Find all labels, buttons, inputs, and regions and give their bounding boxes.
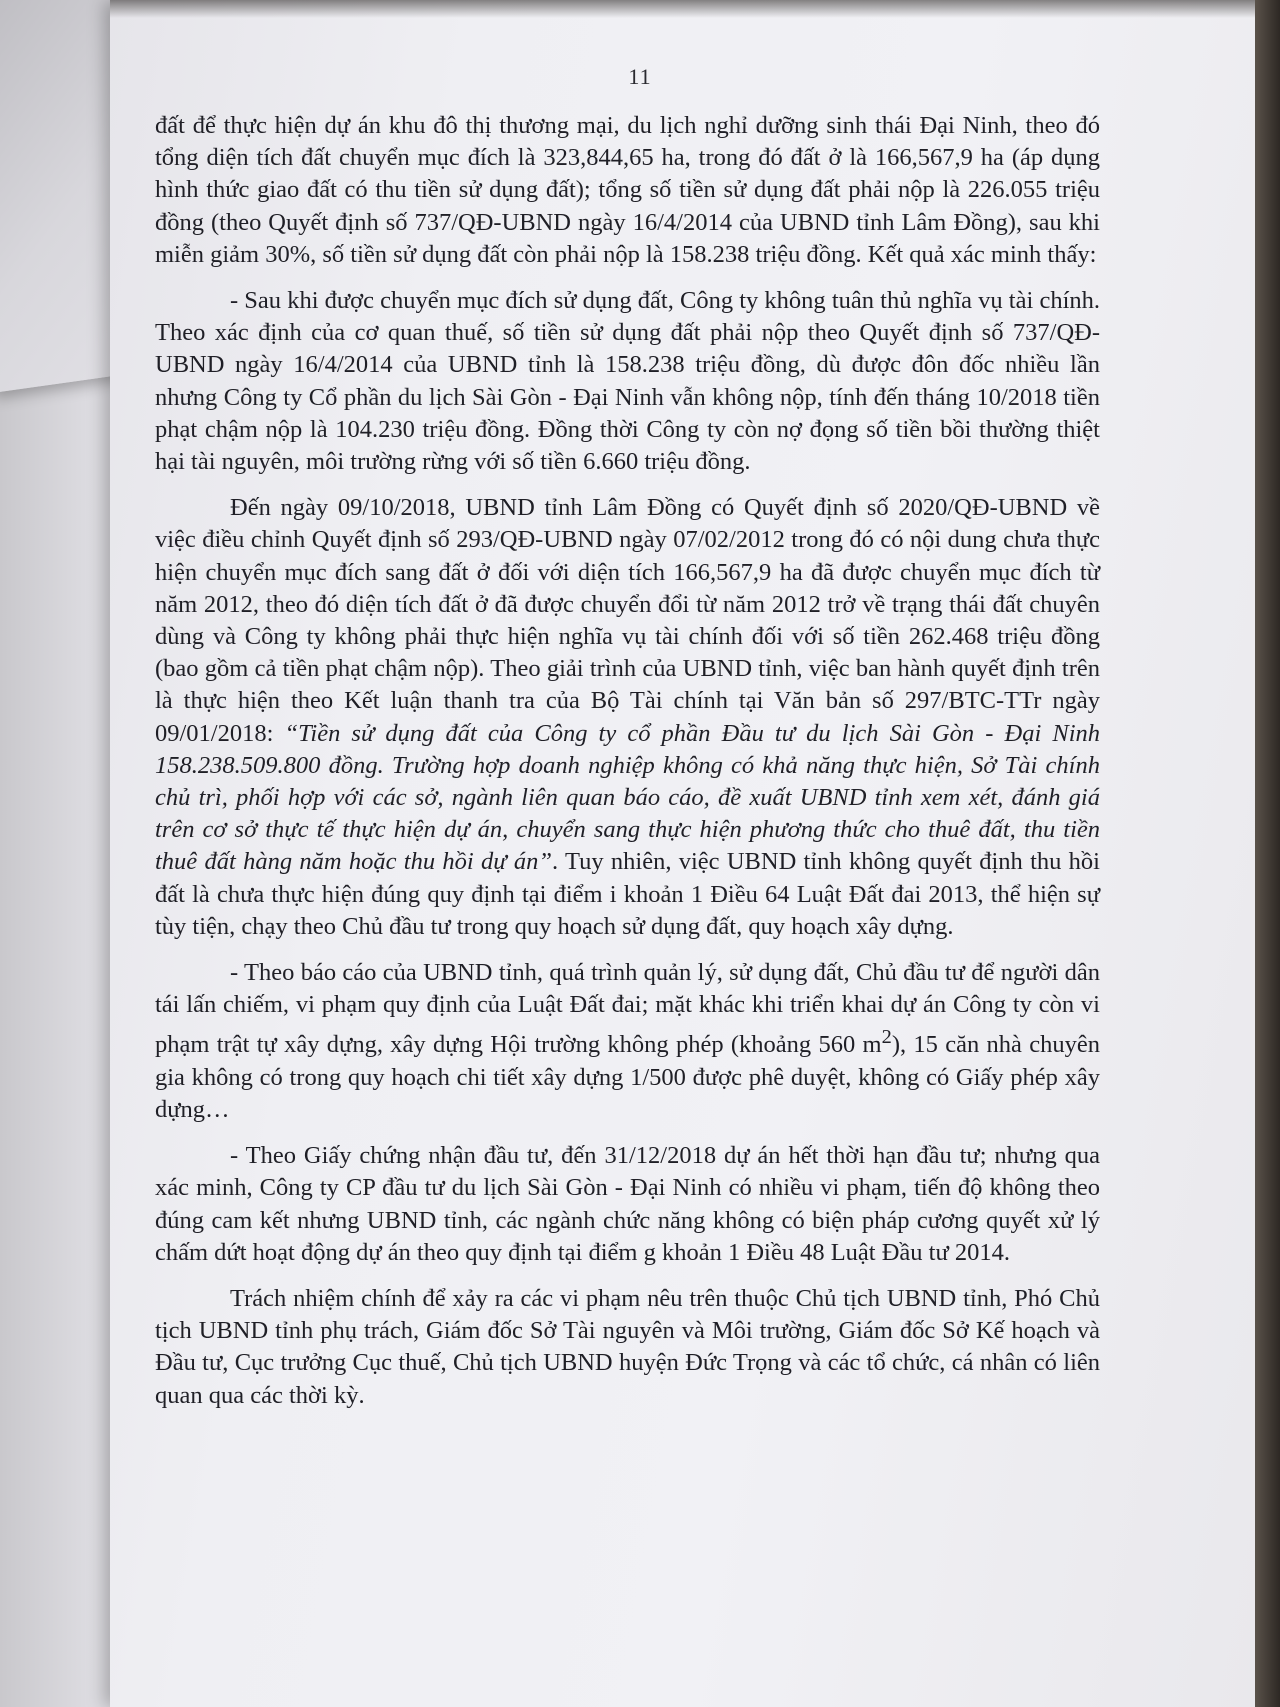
decision-conclusion: . Tuy nhiên, việc UBND tỉnh không quyết định thu hồi đất là chưa thực hiện đúng quy định tại điểm i khoản 1 Điều 64 Luật Đất đai 2013, thể hiện sự tùy tiện, chạy theo Chủ đầu tư trong quy hoạch sử dụng đất, quy hoạch xây dựng. (155, 848, 1100, 940)
violations-text: - Theo báo cáo của UBND tỉnh, quá trình quản lý, sử dụng đất, Chủ đầu tư để người dân tái lấn chiếm, vi phạm quy định của Luật Đất đai; mặt khác khi triển khai dự án Công ty còn vi phạm trật tự xây dựng, xây dựng Hội trường không phép (khoảng 560 m (155, 959, 1100, 1059)
page-number: 11 (628, 64, 652, 89)
document-body (155, 110, 1100, 1426)
paragraph-construction-violations (155, 957, 1100, 1126)
inspection-quote: “Tiền sử dụng đất của Công ty cổ phần Đầu tư du lịch Sài Gòn - Đại Ninh 158.238.509.800 đồng. Trường hợp doanh nghiệp không có khả năng thực hiện, Sở Tài chính chủ trì, phối hợp với các sở, ngành liên quan báo cáo, đề xuất UBND tỉnh xem xét, đánh giá trên cơ sở thực tế thực hiện dự án, chuyển sang thực hiện phương thức cho thuê đất, thu tiền thuê đất hàng năm hoặc thu hồi dự án” (155, 719, 1100, 876)
paragraph-decision-2020 (155, 492, 1100, 943)
page-top-shadow (110, 0, 1265, 18)
paragraph-financial-obligation: - Sau khi được chuyển mục đích sử dụng đất, Công ty không tuân thủ nghĩa vụ tài chính. Theo xác định của cơ quan thuế, số tiền sử dụng đất phải nộp theo Quyết định số 737/QĐ-UBND ngày 16/4/2014 của UBND tỉnh là 158.238 triệu đồng, dù được đôn đốc nhiều lần nhưng Công ty Cổ phần du lịch Sài Gòn - Đại Ninh vẫn không nộp, tính đến tháng 10/2018 tiền phạt chậm nộp là 104.230 triệu đồng. Đồng thời Công ty còn nợ đọng số tiền bồi thường thiệt hại tài nguyên, môi trường rừng với số tiền 6.660 triệu đồng. (155, 287, 1100, 476)
paragraph-responsibility: Trách nhiệm chính để xảy ra các vi phạm nêu trên thuộc Chủ tịch UBND tỉnh, Phó Chủ tịch UBND tỉnh phụ trách, Giám đốc Sở Tài nguyên và Môi trường, Giám đốc Sở Kế hoạch và Đầu tư, Cục trưởng Cục thuế, Chủ tịch UBND huyện Đức Trọng và các tổ chức, cá nhân có liên quan qua các thời kỳ. (155, 1285, 1100, 1409)
background-edge (1255, 0, 1280, 1707)
violations-text-end: ), 15 căn nhà chuyên gia không có trong quy hoạch chi tiết xây dựng 1/500 được phê duyệt, không có Giấy phép xây dựng… (155, 1031, 1100, 1124)
paragraph-investment-certificate: - Theo Giấy chứng nhận đầu tư, đến 31/12/2018 dự án hết thời hạn đầu tư; nhưng qua xác minh, Công ty CP đầu tư du lịch Sài Gòn - Đại Ninh có nhiều vi phạm, tiến độ không theo đúng cam kết nhưng UBND tỉnh, các ngành chức năng không có biện pháp cương quyết xử lý chấm dứt hoạt động dự án theo quy định tại điểm g khoản 1 Điều 48 Luật Đầu tư 2014. (155, 1142, 1100, 1266)
paragraph-continuation: đất để thực hiện dự án khu đô thị thương mại, du lịch nghỉ dưỡng sinh thái Đại Ninh, theo đó tổng diện tích đất chuyển mục đích là 323,844,65 ha, trong đó đất ở là 166,567,9 ha (áp dụng hình thức giao đất có thu tiền sử dụng đất); tổng số tiền sử dụng đất phải nộp là 226.055 triệu đồng (theo Quyết định số 737/QĐ-UBND ngày 16/4/2014 của UBND tỉnh Lâm Đồng), sau khi miễn giảm 30%, số tiền sử dụng đất còn phải nộp là 158.238 triệu đồng. Kết quả xác minh thấy: (155, 112, 1100, 268)
decision-text: Đến ngày 09/10/2018, UBND tỉnh Lâm Đồng có Quyết định số 2020/QĐ-UBND về việc điều chỉnh Quyết định số 293/QĐ-UBND ngày 07/02/2012 trong đó có nội dung chưa thực hiện chuyển mục đích sang đất ở đối với diện tích 166,567,9 ha đã được chuyển mục đích từ năm 2012, theo đó diện tích đất ở đã được chuyển đổi từ năm 2012 trở về trạng thái đất chuyên dùng và Công ty không phải thực hiện nghĩa vụ tài chính đối với số tiền 262.468 triệu đồng (bao gồm cả tiền phạt chậm nộp). Theo giải trình của UBND tỉnh, việc ban hành quyết định trên là thực hiện theo Kết luận thanh tra của Bộ Tài chính tại Văn bản số 297/BTC-TTr ngày 09/01/2018: (155, 494, 1100, 747)
area-superscript: 2 (881, 1026, 892, 1049)
